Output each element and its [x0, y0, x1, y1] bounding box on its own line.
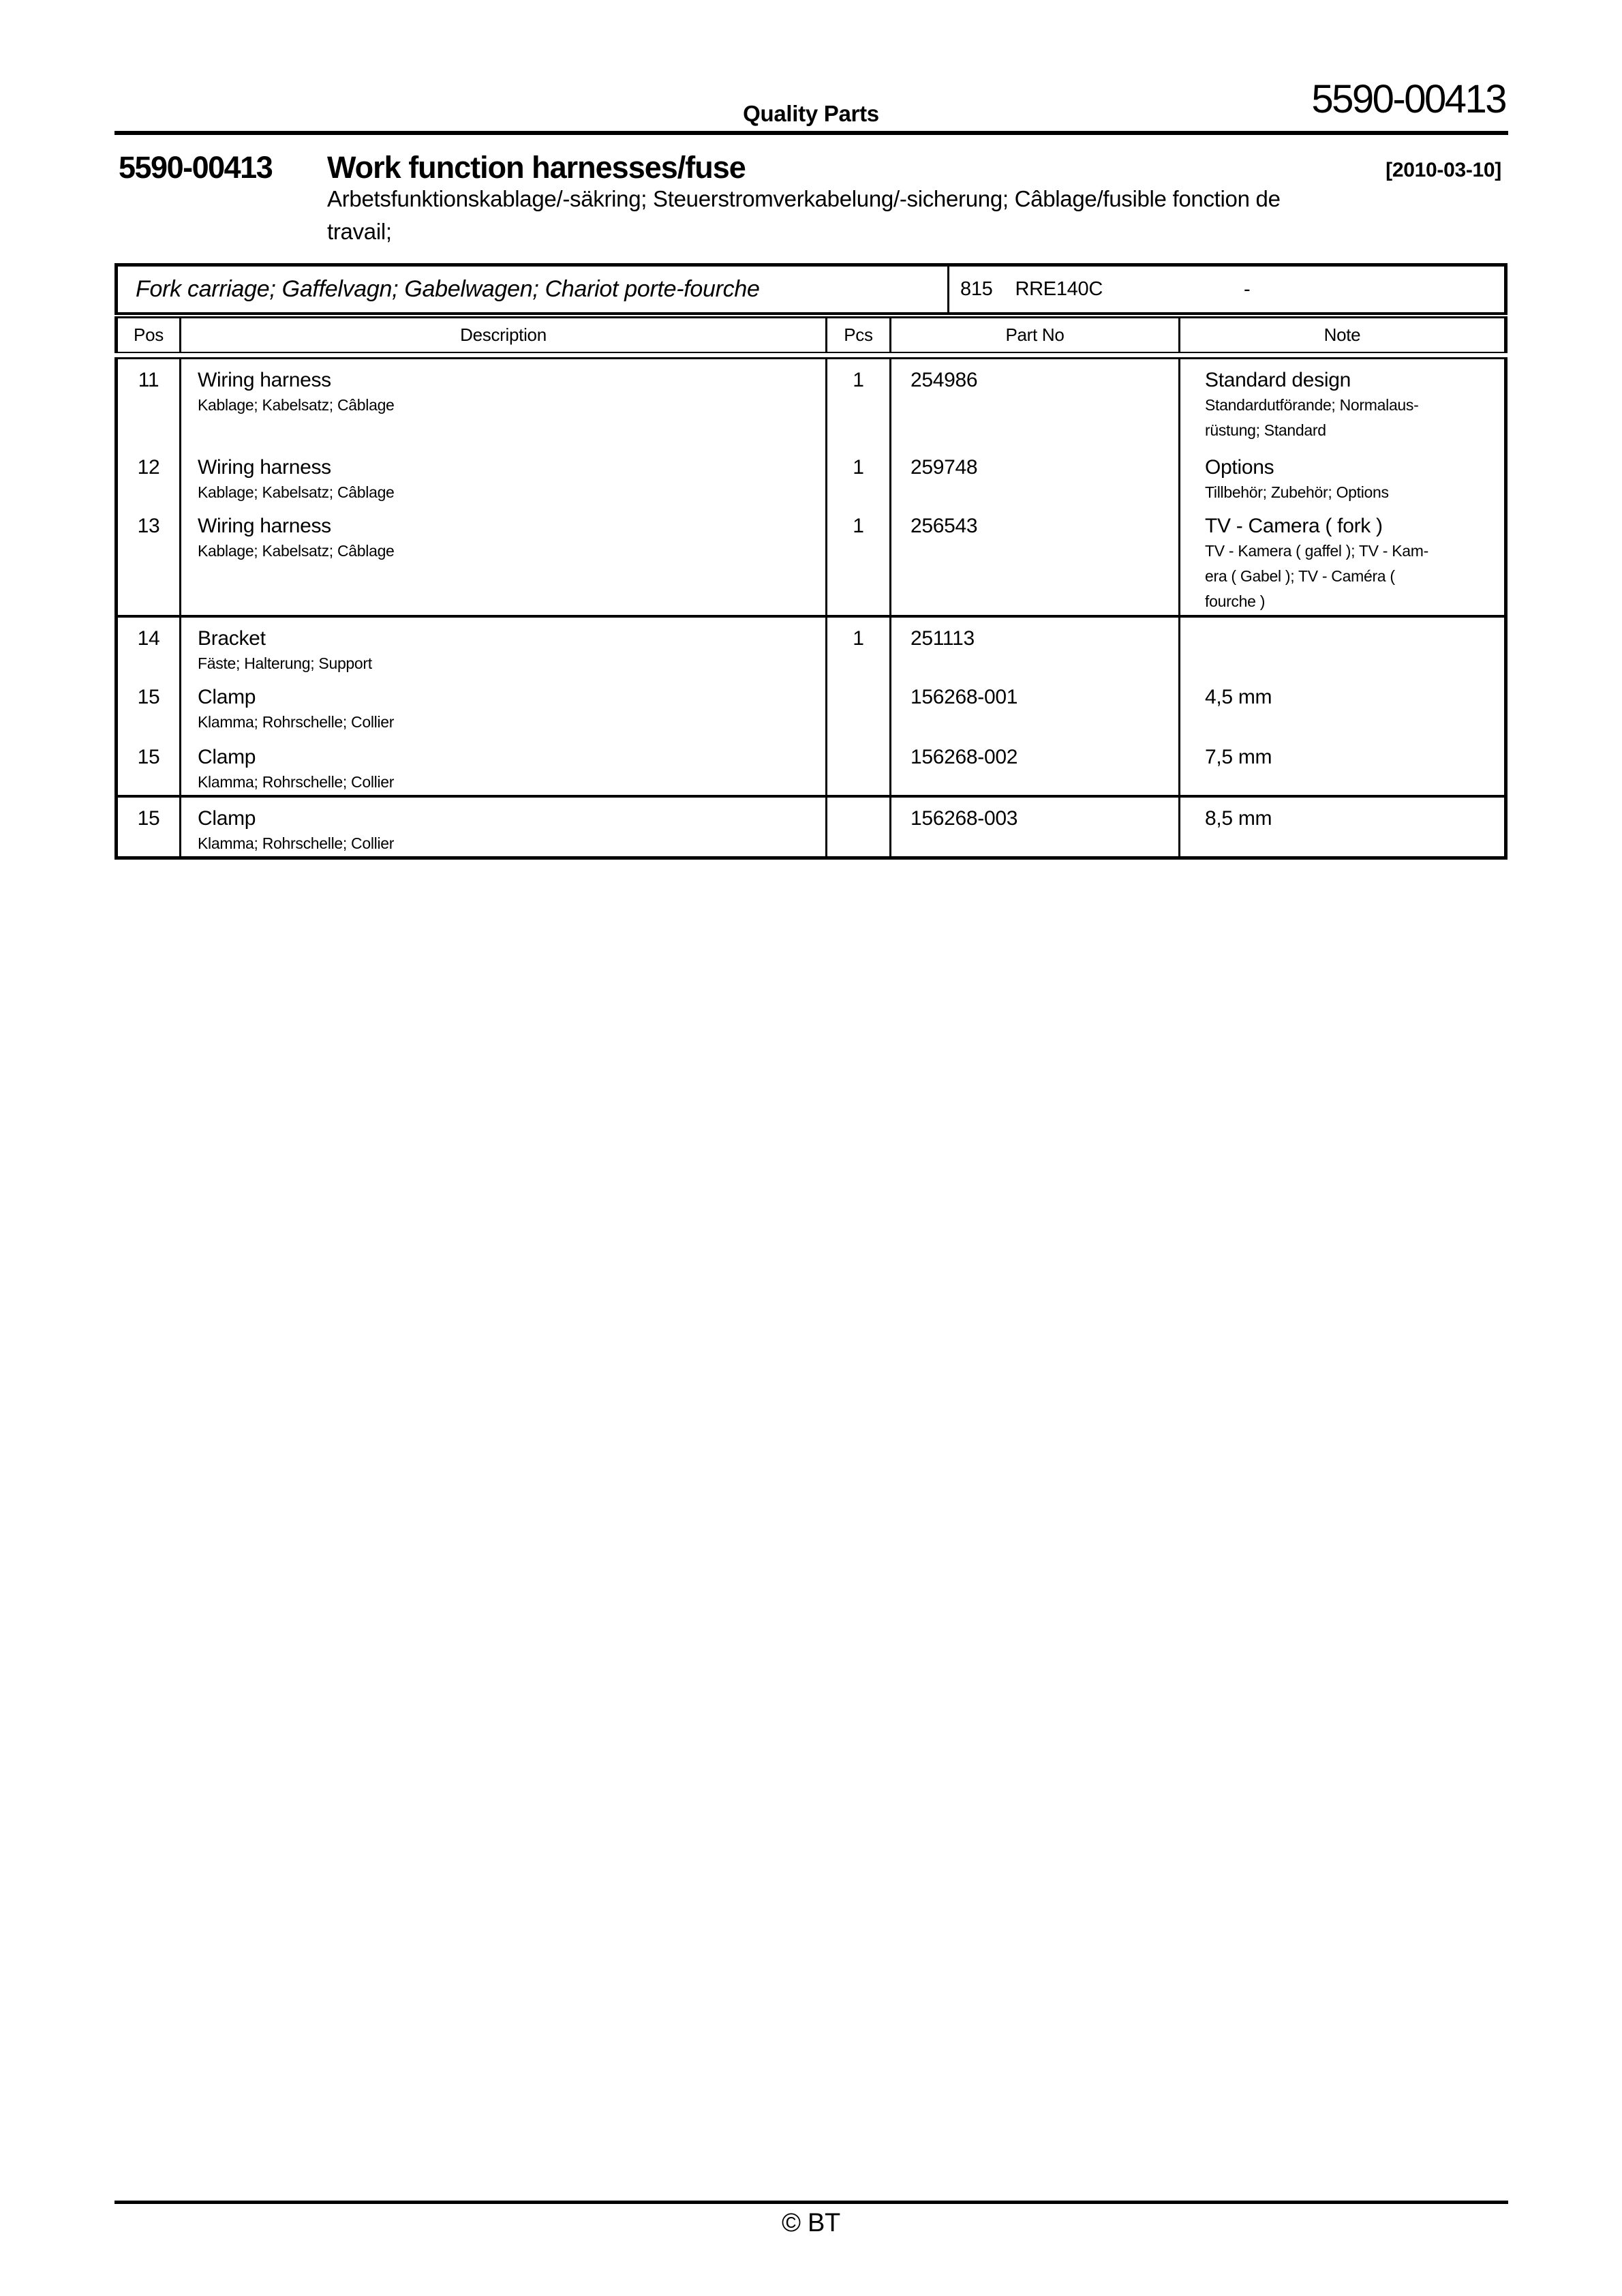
description: Clamp [198, 807, 256, 830]
note: Options [1205, 456, 1274, 479]
pcs-value [827, 798, 891, 856]
pcs-value: 1 [827, 359, 891, 447]
description-cell [181, 447, 827, 505]
table-row [118, 359, 1504, 447]
description: Clamp [198, 686, 256, 708]
assembly-code: 815 [960, 278, 993, 300]
part-no-value: 156268-003 [891, 798, 1180, 856]
pos-value: 15 [118, 798, 181, 856]
note: 4,5 mm [1205, 686, 1272, 708]
description-translations: Kablage; Kabelsatz; Câblage [198, 542, 395, 560]
page-title: Work function harnesses/fuse [327, 150, 746, 185]
table-row [118, 505, 1504, 615]
part-no-value: 156268-001 [891, 676, 1180, 736]
note-cell [1180, 676, 1504, 736]
title-revision-date: [2010-03-10] [1386, 159, 1501, 181]
column-header-description: Description [181, 318, 827, 352]
table-row [118, 798, 1504, 856]
table-section [118, 359, 1504, 618]
description: Bracket [198, 627, 266, 650]
assembly-model: RRE140C [1015, 278, 1103, 300]
assembly-serial-range: - [1244, 278, 1251, 300]
description-translations: Kablage; Kabelsatz; Câblage [198, 396, 395, 414]
note: 8,5 mm [1205, 807, 1272, 830]
note-translation-line: Standardutförande; Normalaus- [1205, 396, 1419, 414]
note-translation-line: TV - Kamera ( gaffel ); TV - Kam- [1205, 542, 1428, 560]
note-cell [1180, 736, 1504, 795]
description-translations: Kablage; Kabelsatz; Câblage [198, 483, 395, 501]
parts-table-body [114, 357, 1508, 860]
column-header-pos: Pos [118, 318, 181, 352]
description-cell [181, 618, 827, 676]
column-header-pcs: Pcs [827, 318, 891, 352]
description: Clamp [198, 746, 256, 768]
description-cell [181, 676, 827, 736]
assembly-name: Fork carriage; Gaffelvagn; Gabelwagen; Chariot porte-fourche [118, 267, 949, 312]
pos-value: 13 [118, 505, 181, 615]
note-translation-line: rüstung; Standard [1205, 421, 1326, 439]
note: 7,5 mm [1205, 746, 1272, 768]
description: Wiring harness [198, 515, 331, 537]
table-row [118, 676, 1504, 736]
pos-value: 15 [118, 676, 181, 736]
description-translations: Klamma; Rohrschelle; Collier [198, 834, 395, 852]
note-cell [1180, 505, 1504, 615]
description-translations: Klamma; Rohrschelle; Collier [198, 773, 395, 791]
pcs-value: 1 [827, 447, 891, 505]
column-header-note: Note [1323, 324, 1361, 345]
pcs-value: 1 [827, 505, 891, 615]
note-translation-line: fourche ) [1205, 592, 1266, 610]
note-translation-line: Tillbehör; Zubehör; Options [1205, 483, 1389, 501]
description: Wiring harness [198, 369, 331, 391]
pos-value: 12 [118, 447, 181, 505]
part-no-value: 254986 [891, 359, 1180, 447]
part-no-value: 251113 [891, 618, 1180, 676]
description-cell [181, 359, 827, 447]
part-no-value: 156268-002 [891, 736, 1180, 795]
note-cell [1180, 447, 1504, 505]
description-cell [181, 736, 827, 795]
table-section [118, 798, 1504, 856]
title-code: 5590-00413 [119, 150, 273, 185]
table-row [118, 447, 1504, 505]
description-translations: Klamma; Rohrschelle; Collier [198, 713, 395, 731]
header-center-label: Quality Parts [743, 101, 879, 126]
description-cell [181, 505, 827, 615]
footer-copyright: © BT [782, 2209, 840, 2237]
header-rule [114, 131, 1508, 135]
note-cell [1180, 618, 1504, 676]
table-section [118, 618, 1504, 798]
note-cell [1180, 798, 1504, 856]
column-header-part-no: Part No [891, 318, 1180, 352]
header-doc-number: 5590-00413 [1311, 77, 1505, 121]
description-translations: Fäste; Halterung; Support [198, 654, 372, 672]
part-no-value: 256543 [891, 505, 1180, 615]
table-header-row [114, 316, 1508, 353]
pcs-value [827, 676, 891, 736]
subtitle-line: travail; [327, 219, 392, 244]
subtitle-line: Arbetsfunktionskablage/-säkring; Steuerstromverkabelung/-sicherung; Câblage/fusible fonction de [327, 186, 1281, 211]
assembly-model-cell [949, 267, 1504, 312]
assembly-banner [114, 263, 1508, 315]
note-translation-line: era ( Gabel ); TV - Caméra ( [1205, 567, 1395, 585]
pos-value: 14 [118, 618, 181, 676]
note-cell [1180, 359, 1504, 447]
footer-rule [114, 2201, 1508, 2204]
title-subtitle [327, 183, 1527, 248]
pcs-value [827, 736, 891, 795]
pcs-value: 1 [827, 618, 891, 676]
part-no-value: 259748 [891, 447, 1180, 505]
description: Wiring harness [198, 456, 331, 479]
table-row [118, 618, 1504, 676]
description-cell [181, 798, 827, 856]
note: TV - Camera ( fork ) [1205, 515, 1383, 537]
pos-value: 11 [118, 359, 181, 447]
pos-value: 15 [118, 736, 181, 795]
note: Standard design [1205, 369, 1351, 391]
table-row [118, 736, 1504, 795]
